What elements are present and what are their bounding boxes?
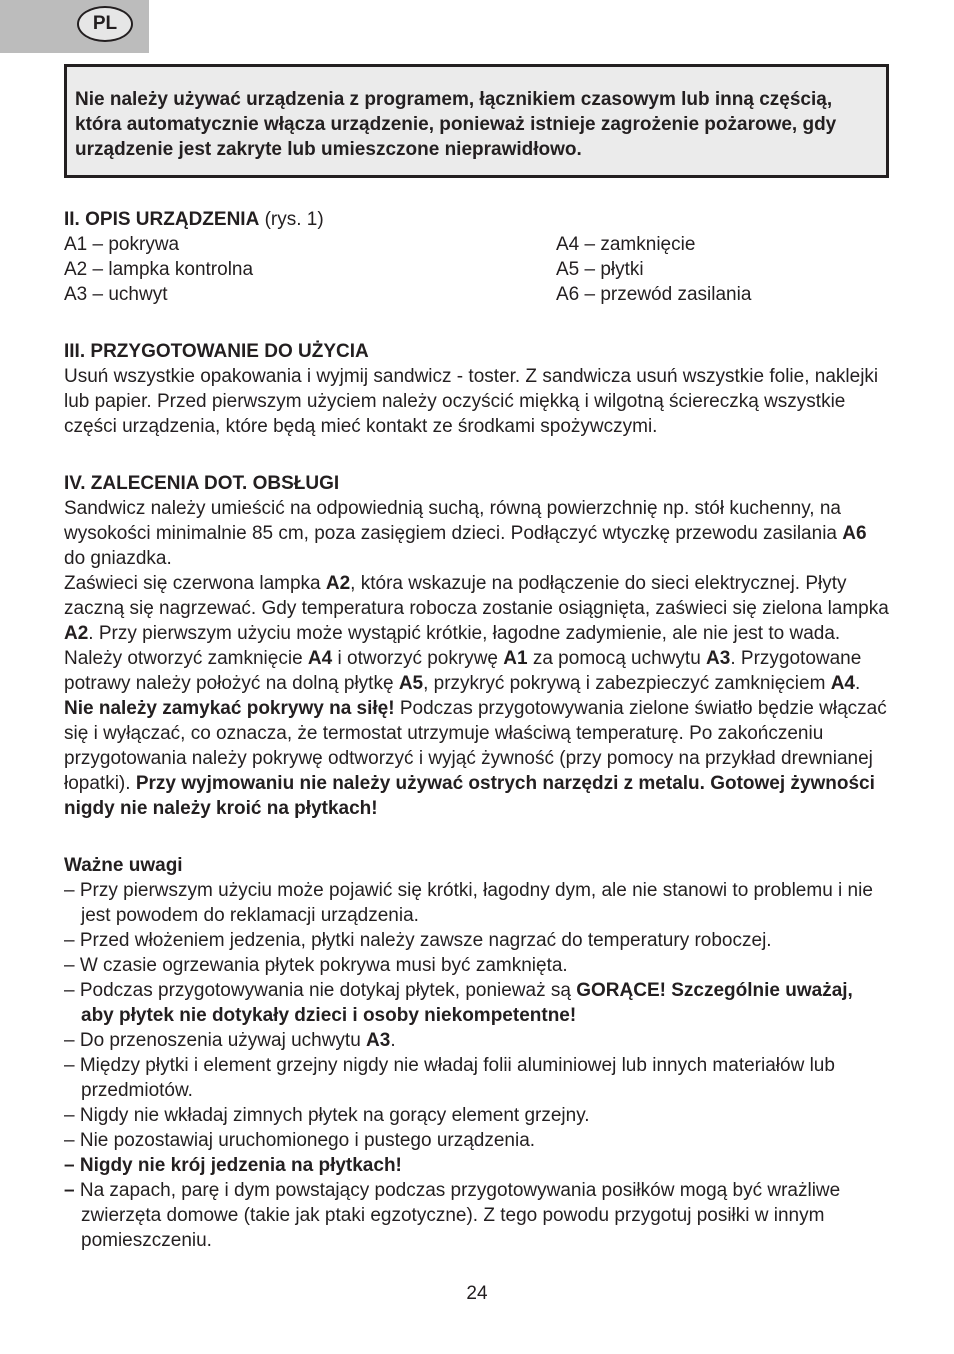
section-2-figure-ref: (rys. 1) bbox=[259, 209, 324, 230]
list-item: – Między płytki i element grzejny nigdy nie władaj folii aluminiowej lub innych materiałów lub przedmiotów. bbox=[64, 1055, 835, 1101]
page-number: 24 bbox=[466, 1283, 488, 1304]
part-item: A3 – uchwyt bbox=[64, 284, 168, 305]
section-4-title: IV. ZALECENIA DOT. OBSŁUGI bbox=[64, 473, 340, 494]
language-tab bbox=[0, 0, 149, 53]
part-item: A5 – płytki bbox=[556, 259, 644, 280]
language-badge: PL bbox=[77, 6, 133, 42]
list-item: – Do przenoszenia używaj uchwytu A3. bbox=[64, 1030, 396, 1051]
notes-title: Ważne uwagi bbox=[64, 855, 183, 876]
part-item: A1 – pokrywa bbox=[64, 234, 180, 255]
list-item: – Przed włożeniem jedzenia, płytki należy zawsze nagrzać do temperatury roboczej. bbox=[64, 930, 772, 951]
list-item: – W czasie ogrzewania płytek pokrywa musi być zamknięta. bbox=[64, 955, 568, 976]
fire-warning-box: Nie należy używać urządzenia z programem, łącznikiem czasowym lub inną częścią, która automatycznie włącza urządzenie, ponieważ istnieje zagrożenie pożarowe, gdy urządzenie jest zakryte lub umieszczone nieprawidłowo. bbox=[64, 64, 889, 178]
notes-list bbox=[64, 878, 890, 1253]
section-2-title: II. OPIS URZĄDZENIA bbox=[64, 209, 260, 230]
section-4-paragraph-1: Sandwicz należy umieścić na odpowiednią suchą, równą powierzchnię np. stół kuchenny, na wysokości minimalnie 85 cm, poza zasięgiem dzieci. Podłączyć wtyczkę przewodu zasilania A6 do gniazdka. bbox=[64, 498, 867, 569]
part-item: A4 – zamknięcie bbox=[556, 234, 696, 255]
part-item: A6 – przewód zasilania bbox=[556, 284, 752, 305]
section-3-title: III. PRZYGOTOWANIE DO UŻYCIA bbox=[64, 341, 369, 362]
section-3-text: Usuń wszystkie opakowania i wyjmij sandwicz - toster. Z sandwicza usuń wszystkie folie, naklejki lub papier. Przed pierwszym użyciem należy oczyścić miękką i wilgotną ściereczką wszystkie części urządzenia, które będą mieć kontakt ze środkami spożywczymi. bbox=[64, 366, 879, 437]
section-4-paragraph-2: Zaświeci się czerwona lampka A2, która wskazuje na podłączenie do sieci elektrycznej. Płyty zaczną się nagrzewać. Gdy temperatura robocza zostanie osiągnięta, zaświeci się zielona lampka A2. Przy pierwszym użyciu może wystąpić krótkie, łagodne zadymienie, ale nie jest to wada. Należy otworzyć zamknięcie A4 i otworzyć pokrywę A1 za pomocą uchwytu A3. Przygotowane potrawy należy położyć na dolną płytkę A5, przykryć pokrywą i zabezpieczyć zamknięciem A4. Nie należy zamykać pokrywy na siłę! Podczas przygotowywania zielone światło będzie włączać się i wyłączać, co oznacza, że termostat utrzymuje właściwą temperaturę. Po zakończeniu przygotowania należy pokrywę odtworzyć i wyjąć żywność (przy pomocy na przykład drewnianej łopatki). Przy wyjmowaniu nie należy używać ostrych narzędzi z metalu. Gotowej żywności nigdy nie należy kroić na płytkach! bbox=[64, 573, 889, 819]
manual-content bbox=[64, 207, 890, 1253]
list-item: – Na zapach, parę i dym powstający podczas przygotowywania posiłków mogą być wrażliwe zwierzęta domowe (takie jak ptaki egzotyczne). Z tego powodu przygotuj posiłki w innym pomieszczeniu. bbox=[64, 1180, 841, 1251]
list-item: – Nigdy nie wkładaj zimnych płytek na gorący element grzejny. bbox=[64, 1105, 590, 1126]
list-item: – Nigdy nie krój jedzenia na płytkach! bbox=[64, 1155, 402, 1176]
list-item: – Podczas przygotowywania nie dotykaj płytek, ponieważ są GORĄCE! Szczególnie uważaj, aby płytek nie dotykały dzieci i osoby niekompetentne! bbox=[64, 980, 853, 1026]
part-item: A2 – lampka kontrolna bbox=[64, 259, 254, 280]
list-item: – Nie pozostawiaj uruchomionego i pustego urządzenia. bbox=[64, 1130, 536, 1151]
list-item: – Przy pierwszym użyciu może pojawić się krótki, łagodny dym, ale nie stanowi to problemu i nie jest powodem do reklamacji urządzenia. bbox=[64, 880, 873, 926]
parts-list-right bbox=[556, 232, 890, 307]
parts-list bbox=[64, 232, 890, 307]
section-2-heading bbox=[64, 207, 890, 232]
parts-list-left bbox=[64, 232, 556, 307]
